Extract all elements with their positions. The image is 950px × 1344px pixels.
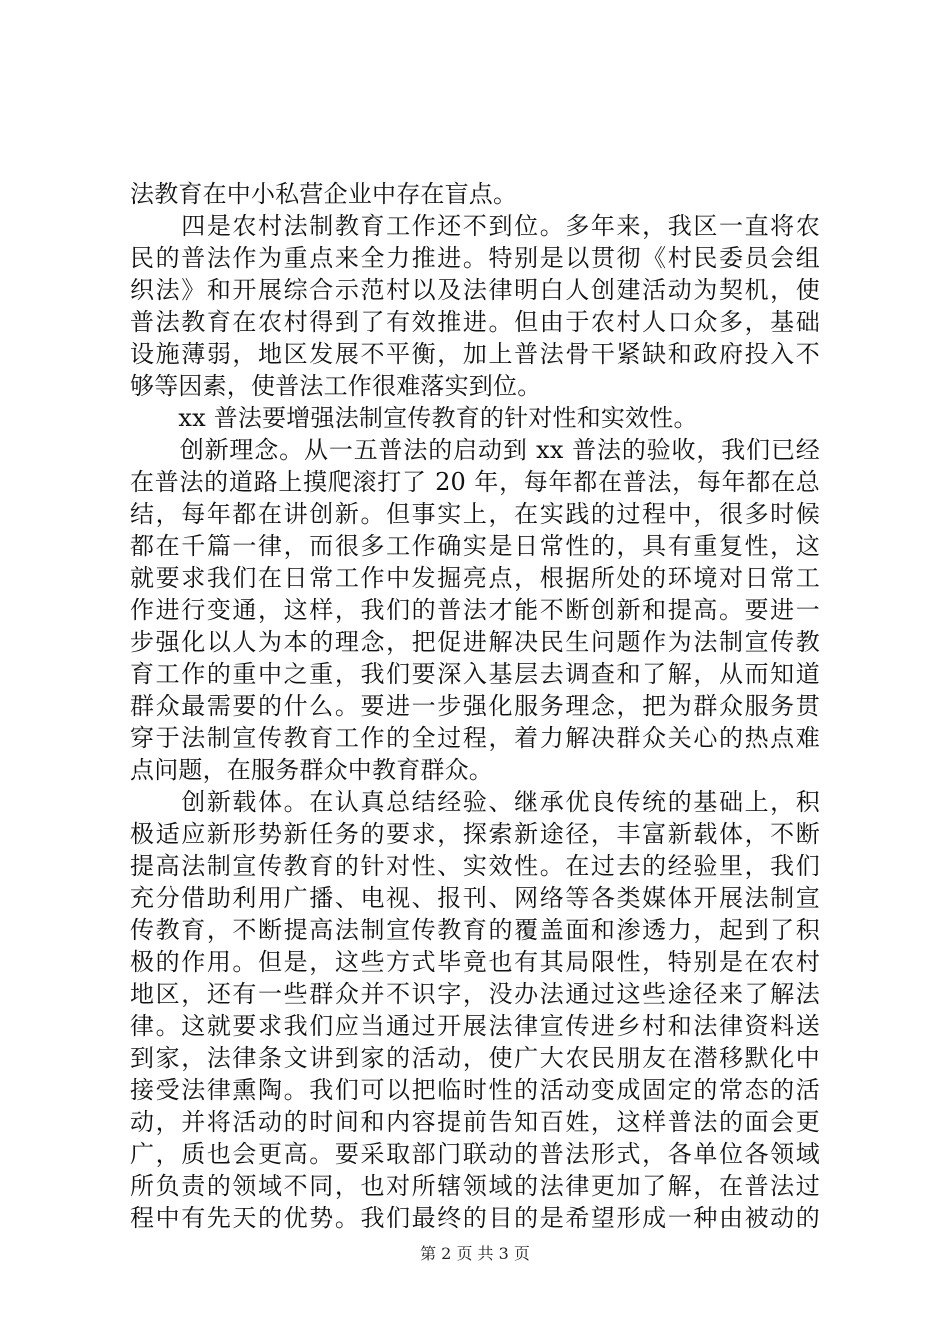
text-line: 创新载体。在认真总结经验、继承优良传统的基础上，积 [130,788,820,816]
text-line: 程中有先天的优势。我们最终的目的是希望形成一种由被动的 [130,1204,820,1232]
text-line: 极的作用。但是，这些方式毕竟也有其局限性，特别是在农村 [130,948,820,976]
text-line: 创新理念。从一五普法的启动到 xx 普法的验收，我们已经 [130,436,820,464]
text-line: 就要求我们在日常工作中发掘亮点，根据所处的环境对日常工 [130,564,820,592]
text-line: 设施薄弱，地区发展不平衡，加上普法骨干紧缺和政府投入不 [130,340,820,368]
text-line: 所负责的领域不同，也对所辖领域的法律更加了解，在普法过 [130,1172,820,1200]
text-line: 在普法的道路上摸爬滚打了 20 年，每年都在普法，每年都在总 [130,468,820,496]
text-line: 织法》和开展综合示范村以及法律明白人创建活动为契机，使 [130,276,820,304]
text-line: 传教育，不断提高法制宣传教育的覆盖面和渗透力，起到了积 [130,916,820,944]
text-line: 律。这就要求我们应当通过开展法律宣传进乡村和法律资料送 [130,1012,820,1040]
text-line: 广，质也会更高。要采取部门联动的普法形式，各单位各领域 [130,1140,820,1168]
text-line: 地区，还有一些群众并不识字，没办法通过这些途径来了解法 [130,980,820,1008]
text-line: 民的普法作为重点来全力推进。特别是以贯彻《村民委员会组 [130,244,820,272]
text-line: 动，并将活动的时间和内容提前告知百姓，这样普法的面会更 [130,1108,820,1136]
text-line: 法教育在中小私营企业中存在盲点。 [130,180,518,208]
text-line: 群众最需要的什么。要进一步强化服务理念，把为群众服务贯 [130,692,820,720]
text-line: 充分借助利用广播、电视、报刊、网络等各类媒体开展法制宣 [130,884,820,912]
text-line: 普法教育在农村得到了有效推进。但由于农村人口众多，基础 [130,308,820,336]
text-line: 点问题，在服务群众中教育群众。 [130,756,493,784]
text-line: 穿于法制宣传教育工作的全过程，着力解决群众关心的热点难 [130,724,820,752]
text-line: 极适应新形势新任务的要求，探索新途径，丰富新载体，不断 [130,820,820,848]
text-line: 够等因素，使普法工作很难落实到位。 [130,372,542,400]
text-line: 接受法律熏陶。我们可以把临时性的活动变成固定的常态的活 [130,1076,820,1104]
text-line: 都在千篇一律，而很多工作确实是日常性的，具有重复性，这 [130,532,820,560]
text-line: 步强化以人为本的理念，把促进解决民生问题作为法制宣传教 [130,628,820,656]
page-number-footer: 第 2 页 共 3 页 [420,1244,530,1263]
text-line: xx 普法要增强法制宣传教育的针对性和实效性。 [130,404,698,432]
text-line: 作进行变通，这样，我们的普法才能不断创新和提高。要进一 [130,596,820,624]
text-line: 提高法制宣传教育的针对性、实效性。在过去的经验里，我们 [130,852,820,880]
text-line: 到家，法律条文讲到家的活动，使广大农民朋友在潜移默化中 [130,1044,820,1072]
text-line: 结，每年都在讲创新。但事实上，在实践的过程中，很多时候 [130,500,820,528]
text-line: 四是农村法制教育工作还不到位。多年来，我区一直将农 [130,212,820,240]
text-line: 育工作的重中之重，我们要深入基层去调查和了解，从而知道 [130,660,820,688]
